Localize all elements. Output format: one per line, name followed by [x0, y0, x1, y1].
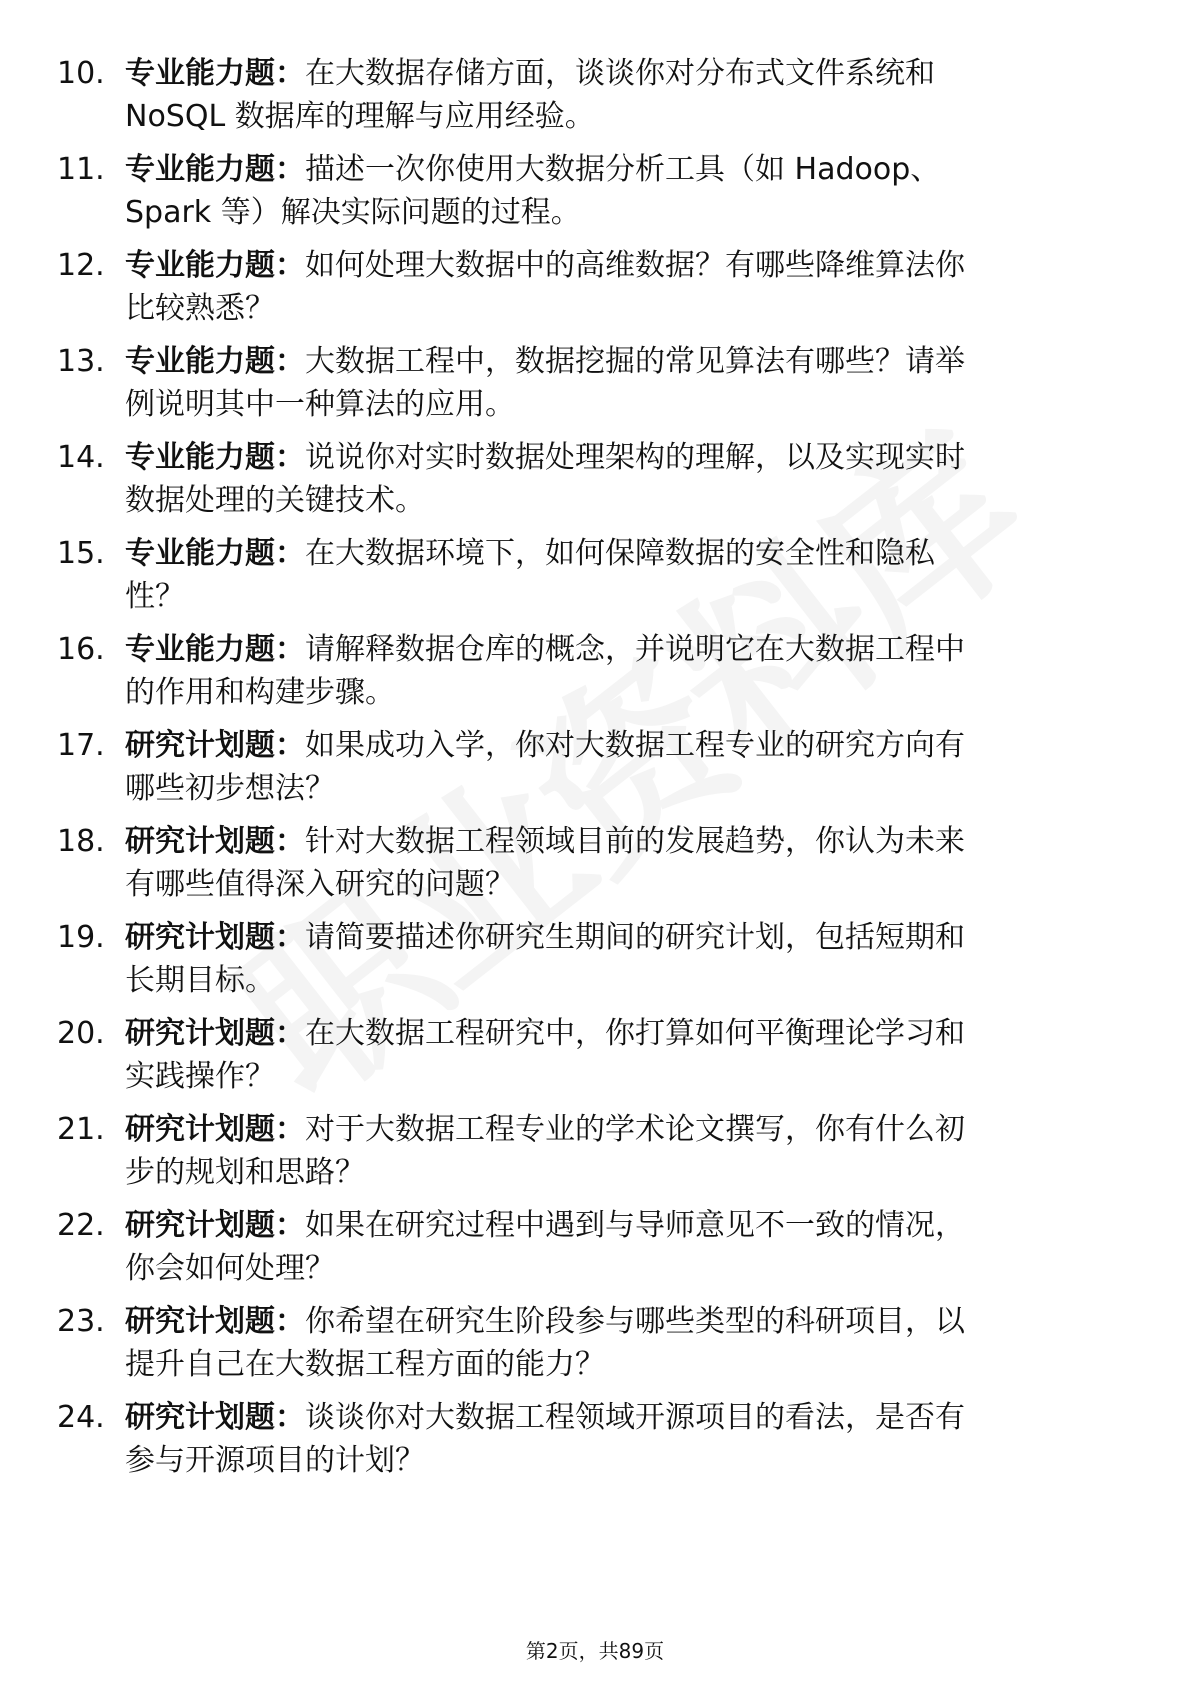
question-text: 在大数据工程研究中，你打算如何平衡理论学习和 — [305, 1016, 965, 1051]
question-text-cont: 的作用和构建步骤。 — [125, 675, 395, 710]
question-text: 对于大数据工程专业的学术论文撰写，你有什么初 — [305, 1112, 965, 1147]
question-body — [125, 1396, 1125, 1482]
question-text-cont: NoSQL 数据库的理解与应用经验。 — [125, 99, 595, 134]
question-number: 11. — [57, 152, 105, 187]
question-text-cont: 参与开源项目的计划？ — [125, 1443, 425, 1478]
question-text: 描述一次你使用大数据分析工具（如 Hadoop、 — [305, 152, 941, 187]
question-body — [125, 244, 1125, 330]
question-body — [125, 1012, 1125, 1098]
question-text: 大数据工程中，数据挖掘的常见算法有哪些？请举 — [305, 344, 965, 379]
question-text: 说说你对实时数据处理架构的理解，以及实现实时 — [305, 440, 965, 475]
question-body — [125, 436, 1125, 522]
question-body — [125, 532, 1125, 618]
question-text: 请简要描述你研究生期间的研究计划，包括短期和 — [305, 920, 965, 955]
question-number: 19. — [57, 920, 105, 955]
question-text-cont: 有哪些值得深入研究的问题？ — [125, 867, 515, 902]
question-text-cont: 例说明其中一种算法的应用。 — [125, 387, 515, 422]
question-category: 专业能力题： — [125, 632, 305, 667]
question-number: 21. — [57, 1112, 105, 1147]
page-footer: 第2页，共89页 — [525, 1639, 665, 1663]
question-category: 研究计划题： — [125, 824, 305, 859]
question-body — [125, 820, 1125, 906]
question-number: 13. — [57, 344, 105, 379]
question-text: 针对大数据工程领域目前的发展趋势，你认为未来 — [305, 824, 965, 859]
question-text-cont: 哪些初步想法？ — [125, 771, 335, 806]
question-body — [125, 52, 1125, 138]
question-body — [125, 1108, 1125, 1194]
question-text-cont: 你会如何处理？ — [125, 1251, 335, 1286]
question-text-cont: 数据处理的关键技术。 — [125, 483, 425, 518]
question-number: 23. — [57, 1304, 105, 1339]
question-category: 专业能力题： — [125, 152, 305, 187]
question-category: 研究计划题： — [125, 920, 305, 955]
question-text: 如果在研究过程中遇到与导师意见不一致的情况， — [305, 1208, 965, 1243]
question-category: 研究计划题： — [125, 1304, 305, 1339]
question-text-cont: 长期目标。 — [125, 963, 275, 998]
question-text: 在大数据环境下，如何保障数据的安全性和隐私 — [305, 536, 935, 571]
question-number: 14. — [57, 440, 105, 475]
question-text: 在大数据存储方面，谈谈你对分布式文件系统和 — [305, 56, 935, 91]
question-category: 专业能力题： — [125, 56, 305, 91]
question-body — [125, 340, 1125, 426]
question-text: 请解释数据仓库的概念，并说明它在大数据工程中 — [305, 632, 965, 667]
question-body — [125, 724, 1125, 810]
question-text-cont: 实践操作？ — [125, 1059, 275, 1094]
question-category: 专业能力题： — [125, 440, 305, 475]
question-number: 10. — [57, 56, 105, 91]
question-category: 专业能力题： — [125, 536, 305, 571]
question-text-cont: 性？ — [125, 579, 185, 614]
question-text-cont: Spark 等）解决实际问题的过程。 — [125, 195, 581, 230]
question-body — [125, 1204, 1125, 1290]
question-body — [125, 1300, 1125, 1386]
question-category: 专业能力题： — [125, 248, 305, 283]
question-category: 专业能力题： — [125, 344, 305, 379]
question-text: 你希望在研究生阶段参与哪些类型的科研项目，以 — [305, 1304, 965, 1339]
question-category: 研究计划题： — [125, 1400, 305, 1435]
question-number: 22. — [57, 1208, 105, 1243]
question-text-cont: 提升自己在大数据工程方面的能力？ — [125, 1347, 605, 1382]
question-number: 24. — [57, 1400, 105, 1435]
question-body — [125, 916, 1125, 1002]
question-text-cont: 步的规划和思路？ — [125, 1155, 365, 1190]
question-number: 18. — [57, 824, 105, 859]
question-body — [125, 628, 1125, 714]
question-number: 16. — [57, 632, 105, 667]
question-category: 研究计划题： — [125, 1208, 305, 1243]
question-number: 12. — [57, 248, 105, 283]
question-number: 15. — [57, 536, 105, 571]
question-number: 17. — [57, 728, 105, 763]
question-text: 如何处理大数据中的高维数据？有哪些降维算法你 — [305, 248, 965, 283]
question-category: 研究计划题： — [125, 1112, 305, 1147]
question-text: 如果成功入学，你对大数据工程专业的研究方向有 — [305, 728, 965, 763]
question-body — [125, 148, 1125, 234]
question-text: 谈谈你对大数据工程领域开源项目的看法，是否有 — [305, 1400, 965, 1435]
question-text-cont: 比较熟悉？ — [125, 291, 275, 326]
question-number: 20. — [57, 1016, 105, 1051]
question-category: 研究计划题： — [125, 728, 305, 763]
question-category: 研究计划题： — [125, 1016, 305, 1051]
